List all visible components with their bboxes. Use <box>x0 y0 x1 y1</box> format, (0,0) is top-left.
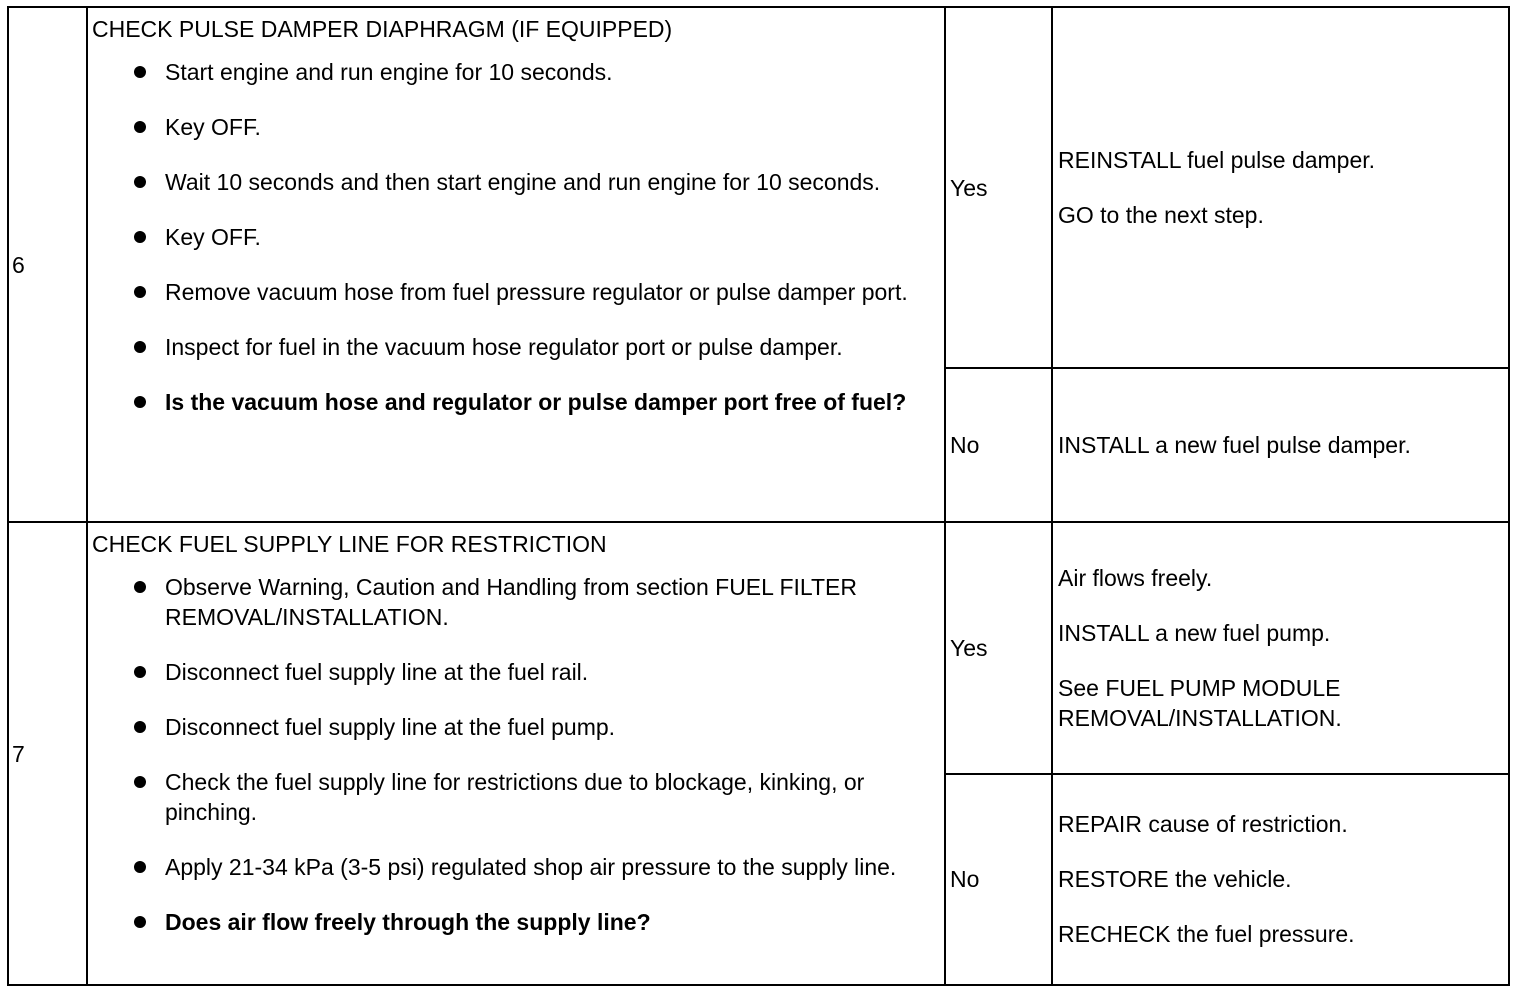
step-7-yes-row <box>8 522 1509 774</box>
bullet-icon <box>134 176 146 188</box>
result-no-label: No <box>950 432 980 458</box>
advice-line: REINSTALL fuel pulse damper. <box>1058 147 1376 173</box>
advice-yes-cell <box>1052 522 1509 774</box>
bullet-icon <box>134 861 146 873</box>
bullet-icon <box>134 121 146 133</box>
step-title: CHECK PULSE DAMPER DIAPHRAGM (IF EQUIPPED) <box>92 16 673 42</box>
advice-line: RECHECK the fuel pressure. <box>1058 921 1355 948</box>
list-item: Observe Warning, Caution and Handling from section FUEL FILTER REMOVAL/INSTALLATION. <box>165 572 940 632</box>
advice-no-cell <box>1052 774 1509 985</box>
advice-line: INSTALL a new fuel pulse damper. <box>1058 432 1411 458</box>
bullet-icon <box>134 581 146 593</box>
list-item: Check the fuel supply line for restrictions due to blockage, kinking, or pinching. <box>165 767 940 827</box>
advice-line: REPAIR cause of restriction. <box>1058 811 1348 838</box>
list-item: Apply 21-34 kPa (3-5 psi) regulated shop air pressure to the supply line. <box>165 852 940 882</box>
result-no-label: No <box>950 866 980 893</box>
result-no-cell <box>945 774 1052 985</box>
list-item: Wait 10 seconds and then start engine and run engine for 10 seconds. <box>165 167 940 197</box>
step-bullet-list <box>92 57 940 417</box>
bullet-icon <box>134 721 146 733</box>
advice-line: See FUEL PUMP MODULE REMOVAL/INSTALLATION. <box>1058 674 1342 731</box>
bullet-icon <box>134 341 146 353</box>
list-item: Start engine and run engine for 10 seconds. <box>165 57 940 87</box>
list-item: Remove vacuum hose from fuel pressure regulator or pulse damper port. <box>165 277 940 307</box>
result-yes-cell <box>945 7 1052 368</box>
step-number: 6 <box>12 251 25 278</box>
step-bullet-list <box>92 572 940 937</box>
advice-line: RESTORE the vehicle. <box>1058 866 1292 893</box>
bullet-icon <box>134 231 146 243</box>
list-item: Key OFF. <box>165 222 940 252</box>
bullet-icon <box>134 66 146 78</box>
bullet-icon <box>134 396 146 408</box>
diagnostic-table <box>7 6 1510 986</box>
step-number-cell <box>8 522 87 985</box>
result-yes-cell <box>945 522 1052 774</box>
bullet-icon <box>134 776 146 788</box>
step-6-yes-row <box>8 7 1509 368</box>
list-item: Inspect for fuel in the vacuum hose regulator port or pulse damper. <box>165 332 940 362</box>
result-yes-label: Yes <box>950 634 988 661</box>
bullet-icon <box>134 666 146 678</box>
advice-no-cell <box>1052 368 1509 522</box>
advice-line: Air flows freely. <box>1058 564 1213 591</box>
bullet-icon <box>134 286 146 298</box>
step-action-cell <box>87 522 945 985</box>
list-item: Key OFF. <box>165 112 940 142</box>
step-title: CHECK FUEL SUPPLY LINE FOR RESTRICTION <box>92 531 607 557</box>
advice-yes-cell <box>1052 7 1509 368</box>
list-item: Disconnect fuel supply line at the fuel rail. <box>165 657 940 687</box>
question-item: Is the vacuum hose and regulator or pulse damper port free of fuel? <box>165 387 940 417</box>
result-yes-label: Yes <box>950 174 988 201</box>
list-item: Disconnect fuel supply line at the fuel pump. <box>165 712 940 742</box>
step-number-cell <box>8 7 87 522</box>
bullet-icon <box>134 916 146 928</box>
step-action-cell <box>87 7 945 522</box>
advice-line: GO to the next step. <box>1058 202 1264 228</box>
step-number: 7 <box>12 740 25 767</box>
result-no-cell <box>945 368 1052 522</box>
question-item: Does air flow freely through the supply line? <box>165 907 940 937</box>
advice-line: INSTALL a new fuel pump. <box>1058 619 1331 646</box>
